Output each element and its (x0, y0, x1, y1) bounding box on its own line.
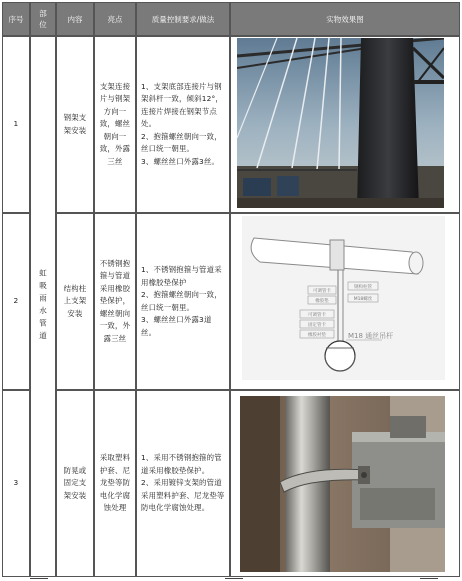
row1-requirement: 1、支架底部连接片与钢架斜杆一致，倾斜12°，连接片焊接在钢架节点处。 2、抱箍螺丝朝向一致，丝口统一朝里。 3、螺丝丝口外露3丝。 (136, 36, 230, 213)
diagram-label-bottom: M18 通丝吊杆 (348, 332, 394, 340)
diagram-label-mid2: M18螺丝 (353, 297, 373, 302)
row1-photo (237, 38, 444, 208)
row1-content: 钢架支架安装 (56, 36, 94, 213)
row3-highlight: 采取塑料护套、尼龙垫等防电化学腐蚀处理 (94, 390, 136, 577)
quality-control-table (2, 2, 460, 577)
part-label: 虹吸雨水管道 (38, 269, 48, 344)
row2-diagram (242, 216, 445, 380)
row1-highlight: 支架连接片与钢架方向一致，螺丝朝向一致，外露三丝 (94, 36, 136, 213)
diagram-label-mid1: 钢构柱管 (354, 285, 372, 290)
diagram-label-top2: 橡胶垫 (315, 299, 329, 304)
row2-no: 2 (2, 213, 30, 390)
footer-line-right (420, 578, 438, 579)
part-cell (30, 36, 56, 577)
diagram-label-left2: 固定管卡 (308, 323, 326, 328)
row3-photo (240, 396, 445, 572)
header-requirement: 质量控制要求/做法 (136, 2, 230, 36)
header-content: 内容 (56, 2, 94, 36)
header-highlight: 亮点 (94, 2, 136, 36)
row1-no: 1 (2, 36, 30, 213)
row2-requirement: 1、不锈钢抱箍与管道采用橡胶垫保护 2、抱箍螺丝朝向一致，丝口统一朝里。 3、螺丝丝口外露3道丝。 (136, 213, 230, 390)
diagram-label-left1: 可调管卡 (308, 313, 326, 318)
row3-content: 防晃或固定支架安装 (56, 390, 94, 577)
row2-highlight: 不锈钢抱箍与管道采用橡胶垫保护，螺丝朝向一致，外露三丝 (94, 213, 136, 390)
row3-no: 3 (2, 390, 30, 577)
header-part: 部位 (30, 2, 56, 36)
footer-line-mid (225, 578, 243, 579)
diagram-label-left3: 橡胶衬垫 (308, 333, 326, 338)
header-effect: 实物效果图 (230, 2, 460, 36)
row3-requirement: 1、采用不锈钢抱箍的管道采用橡胶垫保护。 2、采用镀锌支架的管道采用塑料护套、尼龙垫等防电化学腐蚀处理。 (136, 390, 230, 577)
diagram-label-top1: 可调管卡 (313, 289, 331, 294)
footer-line-left (30, 578, 48, 579)
header-no: 序号 (2, 2, 30, 36)
row2-content: 结构柱上支架安装 (56, 213, 94, 390)
